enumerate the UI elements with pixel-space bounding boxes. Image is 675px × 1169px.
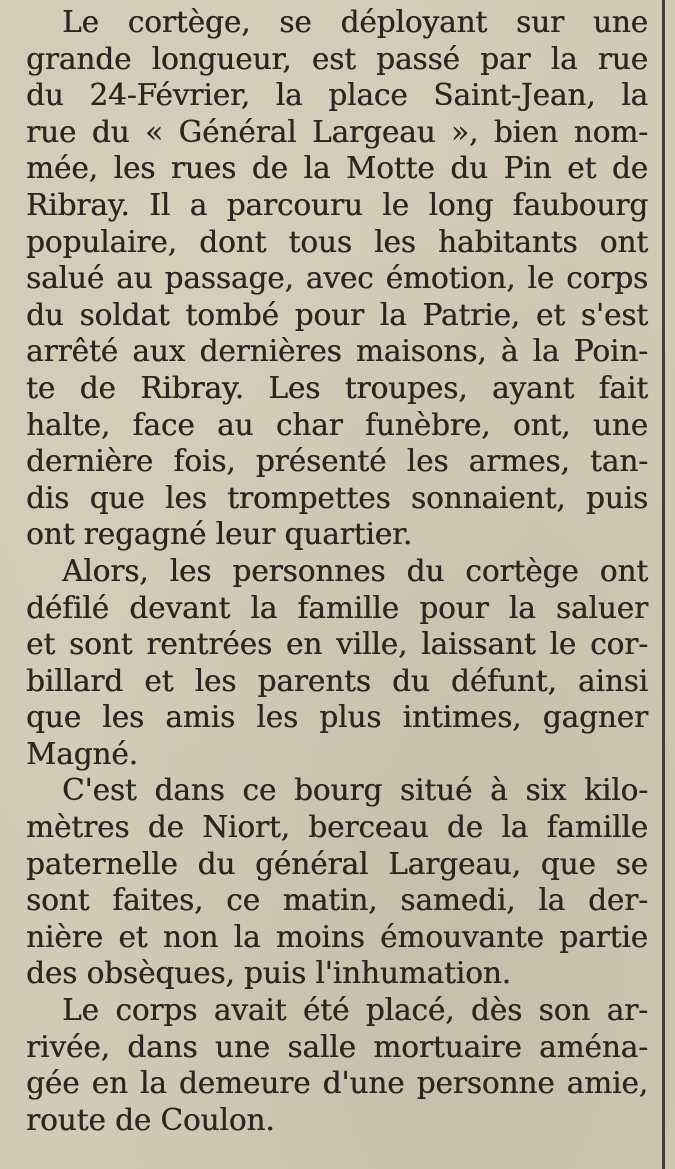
text-line: défilé devant la famille pour la saluer [26,590,648,625]
text-line: dis que les trompettes sonnaient, puis [26,480,648,515]
text-line: C'est dans ce bourg situé à six kilo- [62,773,648,808]
text-line: billard et les parents du défunt, ainsi [26,663,648,698]
text-line: rivée, dans une salle mortuaire aména- [26,1029,648,1064]
text-line: du 24-Février, la place Saint-Jean, la [26,78,648,113]
paragraph-family-farewell [26,553,648,773]
paragraph-mortuary-room [26,992,648,1138]
text-line: Ribray. Il a parcouru le long faubourg [26,187,648,222]
text-line: gée en la demeure d'une personne amie, [26,1066,648,1101]
text-line: que les amis les plus intimes, gagner [26,700,648,735]
text-line: salué au passage, avec émotion, le corps [26,261,648,296]
text-line: dernière fois, présenté les armes, tan- [26,444,648,479]
text-line: mètres de Niort, berceau de la famille [26,810,648,845]
article-text [26,4,648,1138]
paragraph-magne-burial [26,772,648,992]
text-line: Le corps avait été placé, dès son ar- [62,993,648,1028]
text-line: rue du « Général Largeau », bien nom- [26,114,648,149]
text-line: Le cortège, se déployant sur une [62,5,648,39]
text-line: paternelle du général Largeau, que se [26,846,648,881]
text-line: sont faites, ce matin, samedi, la der- [26,883,648,918]
text-line: du soldat tombé pour la Patrie, et s'est [26,297,648,332]
text-line: des obsèques, puis l'inhumation. [26,956,511,991]
column-rule [662,0,665,1169]
text-line: grande longueur, est passé par la rue [26,41,648,76]
paragraph-cortege-route [26,4,648,553]
text-line: nière et non la moins émouvante partie [26,919,648,954]
text-line: route de Coulon. [26,1102,275,1137]
text-line: arrêté aux dernières maisons, à la Poin- [26,334,648,369]
text-line: te de Ribray. Les troupes, ayant fait [26,370,648,405]
text-line: Alors, les personnes du cortège ont [62,553,648,588]
text-line: et sont rentrées en ville, laissant le cor- [26,627,648,662]
text-line: halte, face au char funèbre, ont, une [26,407,648,442]
text-line: mée, les rues de la Motte du Pin et de [26,151,648,186]
text-line: populaire, dont tous les habitants ont [26,224,648,259]
text-line: Magné. [26,736,138,771]
text-line: ont regagné leur quartier. [26,517,413,552]
